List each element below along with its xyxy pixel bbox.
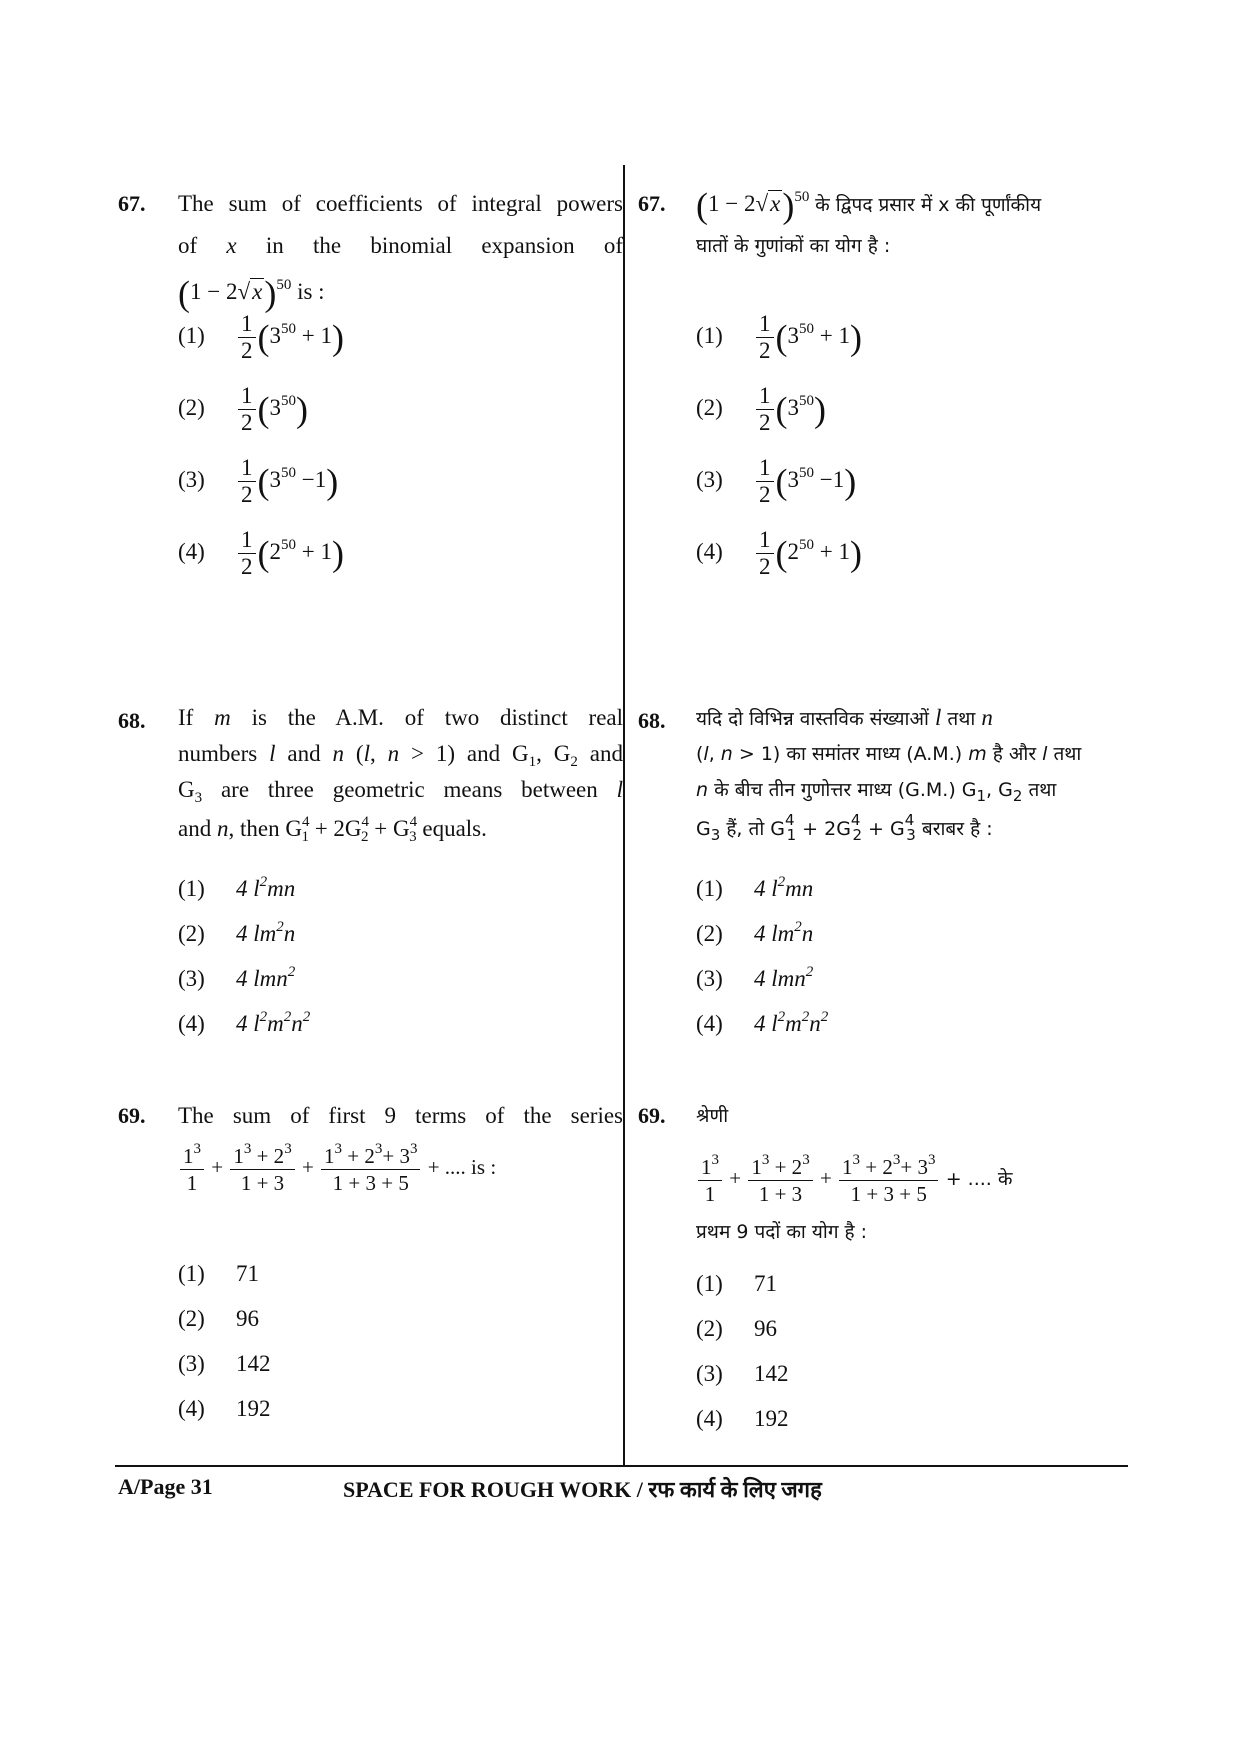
column-divider: [623, 165, 625, 1465]
question-number: 68.: [638, 708, 666, 733]
question-69-hi: [638, 1095, 1128, 1455]
stem-line: श्रेणी: [696, 1105, 729, 1127]
question-stem: [178, 183, 623, 579]
option-3[interactable]: (3) $\frac{1}{2}$ $(3^{50} -1)$: [178, 455, 339, 507]
question-number: 67.: [118, 191, 146, 216]
stem-line: $G_3$ are three geometric means between l: [178, 777, 623, 806]
question-67-hi: [638, 183, 1128, 603]
option-2[interactable]: (2) $\frac{1}{2}$ $(3^{50})$: [696, 383, 826, 435]
stem-line: यदि दो विभिन्न वास्तविक संख्याओं l तथा n: [696, 705, 993, 730]
stem-line: and n, then $G^4_1 + 2G^4_2 + G^4_3$ equals.: [178, 814, 487, 845]
option-2[interactable]: (2) $\frac{1}{2}$ $(3^{50})$: [178, 383, 308, 435]
question-stem: [178, 1095, 623, 1421]
stem-line: If m is the A.M. of two distinct real: [178, 705, 624, 730]
expr-var: x: [252, 279, 263, 304]
expr-exp: 50: [276, 277, 292, 293]
question-number: 69.: [118, 1103, 146, 1128]
stem-line: of x in the binomial expansion of: [178, 233, 623, 258]
stem-line: घातों के गुणांकों का योग है :: [696, 235, 891, 257]
option-4[interactable]: (4) 4 $l^2m^2n^2$: [696, 1009, 829, 1036]
question-stem: [178, 700, 624, 1036]
option-2[interactable]: (2) 4 $lm^2n$: [178, 919, 296, 946]
stem-line: The sum of coefficients of integral powers: [178, 191, 623, 216]
question-67-en: [118, 183, 623, 603]
option-1[interactable]: (1) 71: [178, 1261, 259, 1286]
option-4[interactable]: (4) 192: [178, 1396, 271, 1421]
option-4[interactable]: (4) 192: [696, 1406, 789, 1431]
stem-line: The sum of first 9 terms of the series: [178, 1103, 623, 1128]
option-3[interactable]: (3) 142: [696, 1361, 789, 1386]
question-69-en: [118, 1095, 623, 1445]
stem-line: $G_3$ हैं, तो $G^4_1 + 2G^4_2 + G^4_3$ बराबर है :: [696, 811, 993, 844]
footer-rule: [115, 1465, 1128, 1467]
question-stem: [696, 183, 1126, 579]
option-3[interactable]: (3) 4 lmn$^2$: [696, 964, 814, 991]
series-tail: + .... is :: [427, 1155, 497, 1179]
option-1[interactable]: (1) 4 $l^2mn$: [696, 874, 814, 901]
stem-hindi: के द्विपद प्रसार में x की पूर्णांकीय: [815, 194, 1042, 216]
option-3[interactable]: (3) $\frac{1}{2}$ $(3^{50} -1)$: [696, 455, 857, 507]
option-3[interactable]: (3) 142: [178, 1351, 271, 1376]
question-68-en: [118, 700, 624, 1040]
expr-base: 1 − 2: [190, 279, 238, 304]
stem-line: $(1 - 2√x)^{50}$ के द्विपद प्रसार में x की पूर्णांकीय: [696, 185, 1042, 226]
series-expression: $\frac{1^3}{1}$ + $\frac{1^3 + 2^3}{1 + 3}$ + $\frac{1^3 + 2^3+ 3^3}{1 + 3 + 5}$ + .... के: [696, 1145, 1131, 1211]
option-2[interactable]: (2) 4 $lm^2n$: [696, 919, 814, 946]
question-number: 69.: [638, 1103, 666, 1128]
option-1[interactable]: (1) $\frac{1}{2}$ $(3^{50} + 1)$: [696, 311, 862, 363]
option-1[interactable]: (1) $\frac{1}{2}$ $(3^{50} + 1)$: [178, 311, 344, 363]
question-stem: [696, 700, 1131, 1036]
option-4[interactable]: (4) $\frac{1}{2}$ $(2^{50} + 1)$: [696, 527, 862, 579]
stem-line: प्रथम 9 पदों का योग है :: [696, 1221, 868, 1243]
option-4[interactable]: (4) 4 $l^2m^2n^2$: [178, 1009, 311, 1036]
option-2[interactable]: (2) 96: [178, 1306, 259, 1331]
option-1[interactable]: (1) 4 $l^2mn$: [178, 874, 296, 901]
option-2[interactable]: (2) 96: [696, 1316, 777, 1341]
question-number: 67.: [638, 191, 666, 216]
question-number: 68.: [118, 708, 146, 733]
series-expression: $\frac{1^3}{1}$ + $\frac{1^3 + 2^3}{1 + 3}$ + $\frac{1^3 + 2^3+ 3^3}{1 + 3 + 5}$ + .... is :: [178, 1137, 623, 1197]
question-stem: [696, 1095, 1131, 1431]
stem-tail: is :: [297, 279, 325, 304]
stem-line: numbers l and n (l, n > 1) and $G_1$, $G_2$ and: [178, 741, 624, 770]
stem-line: (l, n > 1) का समांतर माध्य (A.M.) m है और l तथा: [696, 743, 1082, 765]
series-tail: + .... के: [945, 1168, 1013, 1190]
question-68-hi: [638, 700, 1128, 1040]
stem-line: $(1 - 2√x)^{50}$ is :: [178, 273, 325, 314]
option-1[interactable]: (1) 71: [696, 1271, 777, 1296]
option-4[interactable]: (4) $\frac{1}{2}$ $(2^{50} + 1)$: [178, 527, 344, 579]
page-label: A/Page 31: [118, 1474, 213, 1499]
option-3[interactable]: (3) 4 lmn$^2$: [178, 964, 296, 991]
stem-line: n के बीच तीन गुणोत्तर माध्य (G.M.) $G_1$, $G_2$ तथा: [696, 779, 1057, 805]
rough-work-label: SPACE FOR ROUGH WORK / रफ कार्य के लिए जगह: [343, 1477, 822, 1502]
